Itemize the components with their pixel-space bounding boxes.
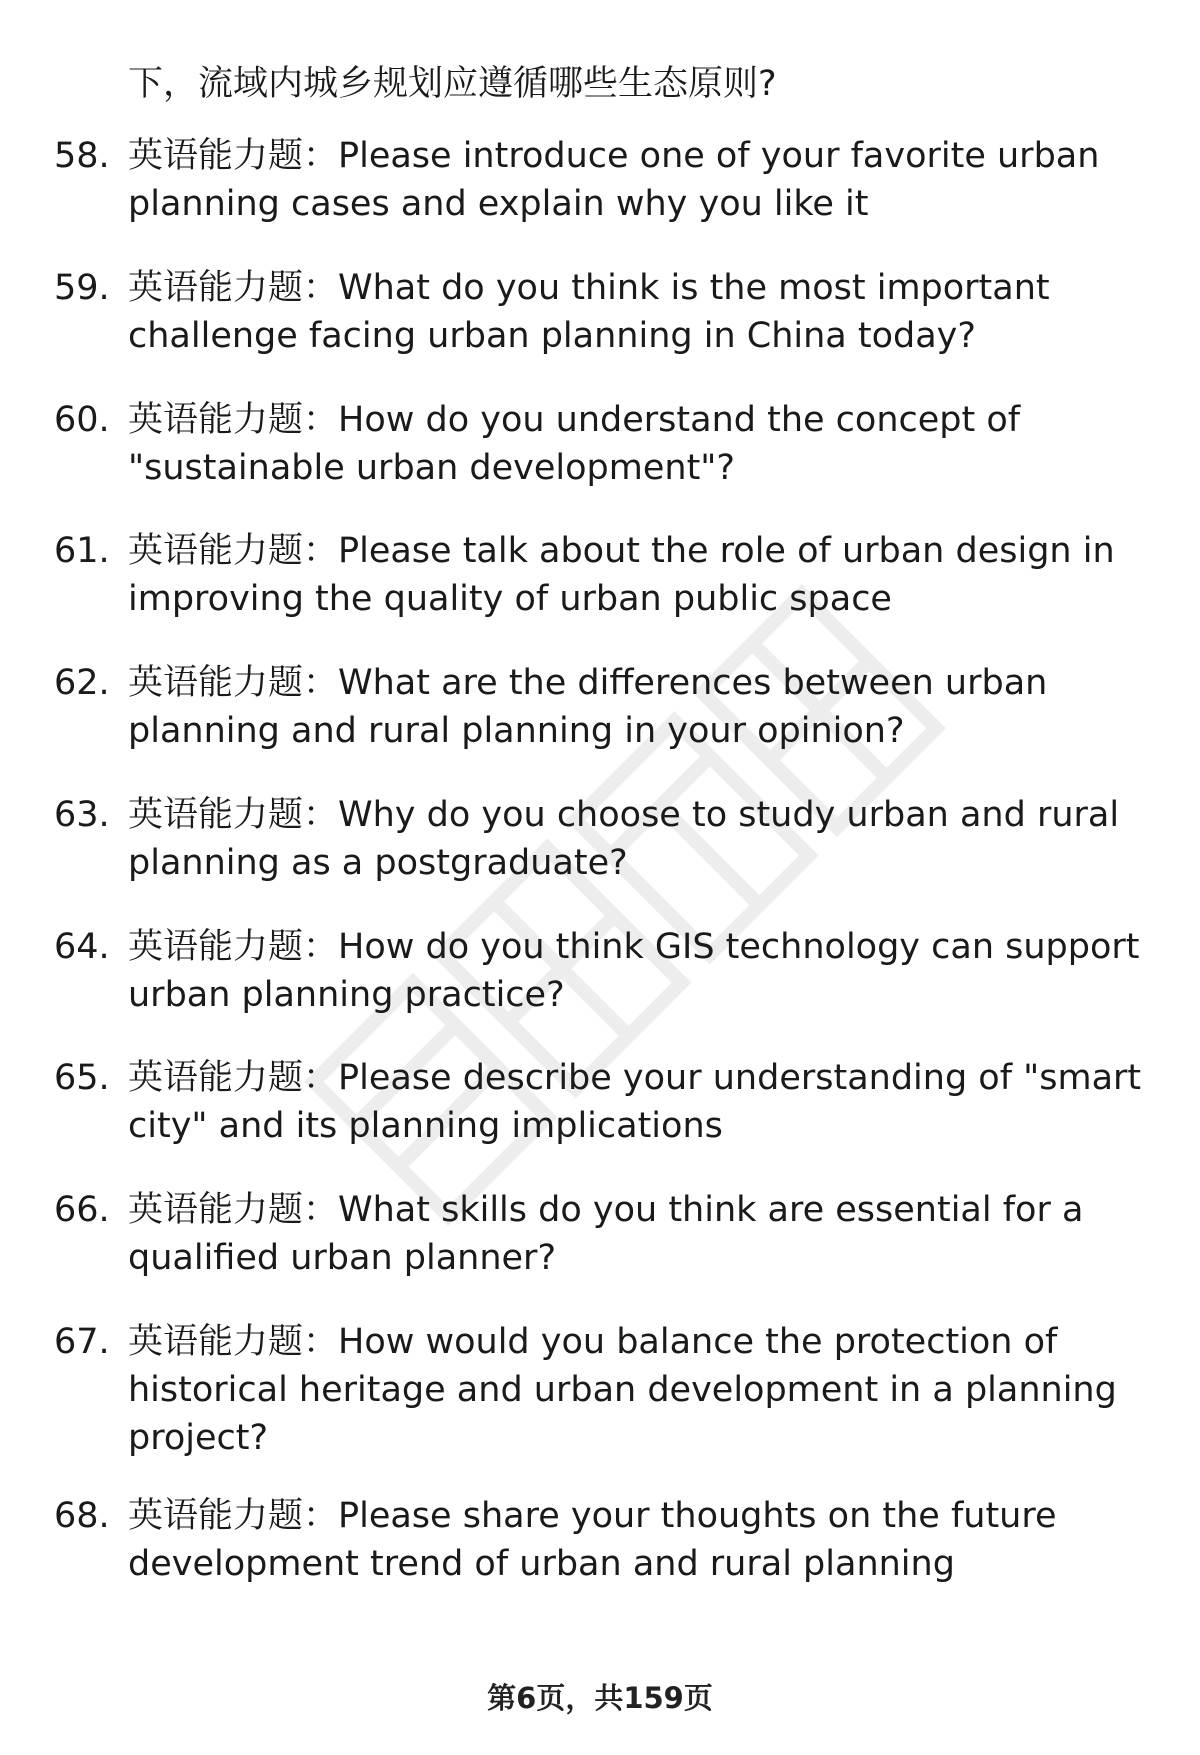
question-text bbox=[128, 264, 1148, 360]
question-number: 59. bbox=[54, 268, 110, 308]
continued-question-text: 下，流域内城乡规划应遵循哪些生态原则? bbox=[128, 64, 777, 104]
question-text bbox=[128, 923, 1148, 1019]
question-text-line: planning cases and explain why you like it bbox=[128, 184, 869, 224]
question-text-line: development trend of urban and rural planning bbox=[128, 1544, 955, 1584]
question-text bbox=[128, 1054, 1148, 1150]
question-number: 68. bbox=[54, 1496, 110, 1536]
question-text-line: 英语能力题：How do you understand the concept of bbox=[128, 400, 1021, 440]
page-number: 第6页，共159页 bbox=[487, 1681, 713, 1715]
question-text-line: improving the quality of urban public space bbox=[128, 579, 892, 619]
question-text-line: 英语能力题：What are the differences between urban bbox=[128, 663, 1048, 703]
question-text bbox=[128, 791, 1148, 887]
question-text-line: 英语能力题：Please introduce one of your favorite urban bbox=[128, 136, 1100, 176]
question-text-line: project? bbox=[128, 1418, 269, 1458]
question-text-line: planning as a postgraduate? bbox=[128, 843, 628, 883]
question-number: 58. bbox=[54, 136, 110, 176]
question-text bbox=[128, 396, 1148, 492]
question-text-line: historical heritage and urban development in a planning bbox=[128, 1370, 1117, 1410]
question-text-line: "sustainable urban development"? bbox=[128, 448, 735, 488]
question-text bbox=[128, 132, 1148, 228]
question-number: 67. bbox=[54, 1322, 110, 1362]
question-number: 66. bbox=[54, 1190, 110, 1230]
question-text-line: city" and its planning implications bbox=[128, 1106, 723, 1146]
question-text-line: 英语能力题：Please describe your understanding of "smart bbox=[128, 1058, 1142, 1098]
question-number: 65. bbox=[54, 1058, 110, 1098]
question-number: 63. bbox=[54, 795, 110, 835]
question-text-line: 英语能力题：Why do you choose to study urban and rural bbox=[128, 795, 1120, 835]
question-text-line: 英语能力题：Please share your thoughts on the future bbox=[128, 1496, 1057, 1536]
question-text-line: 英语能力题：How do you think GIS technology can support bbox=[128, 927, 1140, 967]
question-text-line: 英语能力题：Please talk about the role of urban design in bbox=[128, 531, 1115, 571]
question-number: 64. bbox=[54, 927, 110, 967]
question-text bbox=[128, 659, 1148, 755]
question-text-line: 英语能力题：What skills do you think are essential for a bbox=[128, 1190, 1084, 1230]
question-text-line: planning and rural planning in your opinion? bbox=[128, 711, 905, 751]
question-number: 62. bbox=[54, 663, 110, 703]
question-text bbox=[128, 1492, 1148, 1588]
question-text-line: challenge facing urban planning in China today? bbox=[128, 316, 976, 356]
question-text bbox=[128, 527, 1148, 623]
question-text-line: qualified urban planner? bbox=[128, 1238, 557, 1278]
question-text bbox=[128, 1186, 1148, 1282]
question-text bbox=[128, 1318, 1148, 1462]
question-text-line: 英语能力题：What do you think is the most important bbox=[128, 268, 1050, 308]
question-number: 61. bbox=[54, 531, 110, 571]
question-text-line: 英语能力题：How would you balance the protection of bbox=[128, 1322, 1058, 1362]
question-text-line: urban planning practice? bbox=[128, 975, 565, 1015]
question-number: 60. bbox=[54, 400, 110, 440]
